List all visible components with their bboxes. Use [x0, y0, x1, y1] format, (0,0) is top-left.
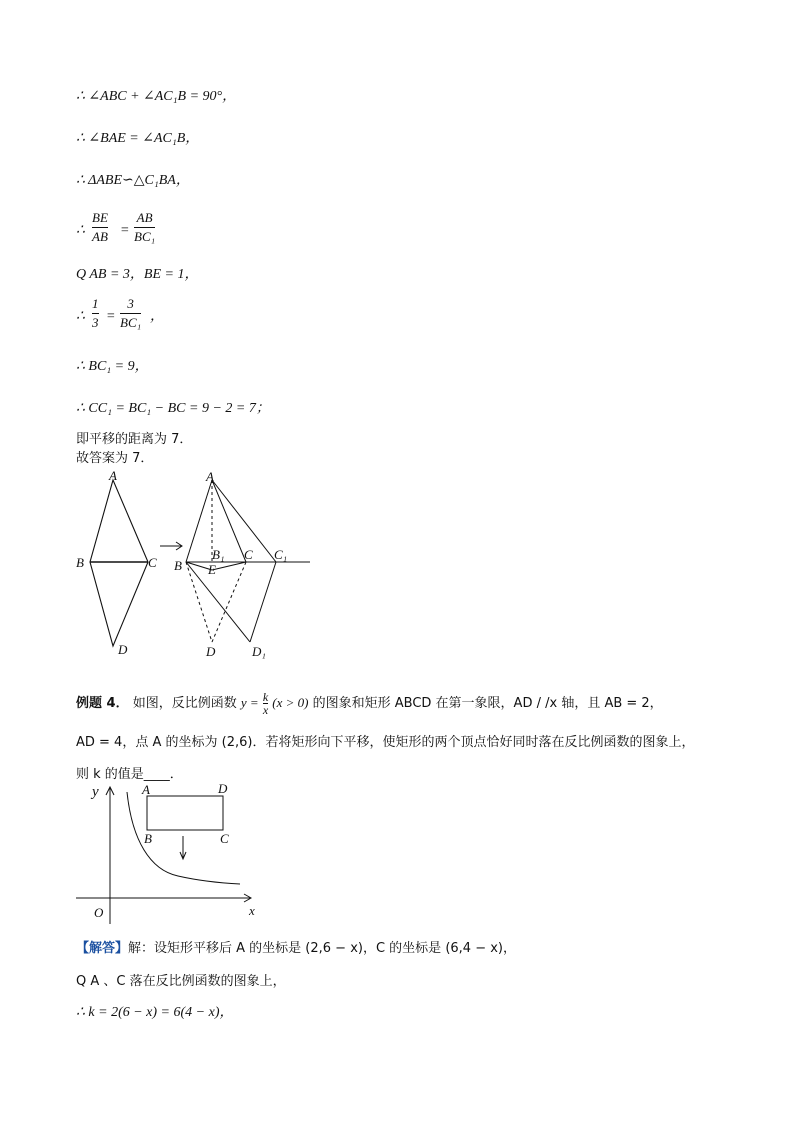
- label-d-left: D: [118, 642, 128, 657]
- label-e-right: E: [208, 562, 216, 577]
- function-fraction: [263, 691, 268, 716]
- label-x: x: [249, 903, 255, 918]
- label-b-right: B: [174, 558, 182, 573]
- fraction-3-bc1: [120, 296, 141, 331]
- function-y: y =: [240, 695, 259, 710]
- fraction-numerator: 1: [92, 296, 99, 311]
- comma: ，: [150, 309, 164, 324]
- conclusion-line-2: 故答案为 7．: [76, 451, 154, 466]
- label-b: B: [144, 831, 152, 846]
- label-a: A: [142, 782, 150, 797]
- fraction-denominator: 3: [92, 315, 99, 330]
- label-a-right: A: [206, 469, 214, 484]
- fraction-ab-bc1: [134, 210, 155, 245]
- function-denominator: x: [262, 703, 269, 717]
- equals-sign: =: [120, 223, 130, 238]
- function-numerator: k: [262, 690, 269, 704]
- example-intro: 如图，反比例函数: [132, 696, 237, 711]
- label-b1-right: B₁: [212, 547, 225, 562]
- segment-a-b: [186, 480, 212, 562]
- fraction-be-ab: [92, 210, 108, 245]
- label-c-left: C: [148, 555, 157, 570]
- function-condition: (x > 0): [272, 695, 309, 710]
- step-line-4-prefix: ∴: [76, 223, 85, 238]
- label-d-right: D: [206, 644, 216, 659]
- solution-tag: 【解答】: [76, 941, 129, 956]
- label-b-left: B: [76, 555, 84, 570]
- fraction-denominator: AB: [92, 229, 108, 244]
- solution-text-1: 解：设矩形平移后 A 的坐标是 (2,6 − x)，C 的坐标是 (6,4 − x)，: [128, 941, 516, 956]
- example-line-2: AD = 4，点 A 的坐标为 (2,6)．若将矩形向下平移，使矩形的两个顶点恰好同时落在反比例函数的图象上，: [76, 735, 695, 750]
- example-intro-cont: 的图象和矩形 ABCD 在第一象限，AD / /x 轴，且 AB = 2，: [312, 696, 663, 711]
- left-rhombus: [90, 480, 148, 646]
- solution-line-3: ∴ k = 2(6 − x) = 6(4 − x)，: [76, 1005, 234, 1020]
- label-o: O: [94, 905, 104, 920]
- fraction-1-3: [92, 296, 99, 331]
- label-d: D: [218, 781, 228, 796]
- hyperbola-rectangle-figure: [70, 780, 270, 925]
- fraction-denominator: BC₁: [134, 229, 156, 244]
- segment-e-c: [212, 562, 246, 570]
- step-line-2: ∴ ∠BAE = ∠AC₁B，: [76, 131, 200, 146]
- example-title: 例题 4．: [76, 696, 129, 711]
- equals-sign: =: [106, 309, 116, 324]
- fraction-numerator: AB: [136, 210, 153, 225]
- step-line-6-prefix: ∴: [76, 309, 85, 324]
- solution-line-2: Q A 、C 落在反比例函数的图象上，: [76, 974, 286, 989]
- fraction-denominator: BC₁: [120, 315, 142, 330]
- step-line-1: ∴ ∠ABC + ∠AC₁B = 90°，: [76, 89, 237, 104]
- step-line-3: ∴ ΔABE∽△C₁BA，: [76, 173, 190, 188]
- conclusion-line-1: 即平移的距离为 7．: [76, 432, 193, 447]
- example-line-3: 则 k 的值是____．: [76, 767, 183, 782]
- example-line-1: [76, 691, 663, 716]
- step-line-8: ∴ CC₁ = BC₁ − BC = 9 − 2 = 7；: [76, 401, 270, 416]
- label-c1-right: C₁: [274, 547, 288, 562]
- rhombus-translation-figure: [60, 466, 330, 666]
- solution-line-1: [76, 940, 516, 958]
- label-y: y: [92, 784, 99, 800]
- label-c: C: [220, 831, 229, 846]
- label-c-right: C: [244, 547, 253, 562]
- fraction-numerator: 3: [127, 296, 134, 311]
- label-a-left: A: [109, 468, 117, 483]
- rectangle-abcd: [147, 796, 223, 830]
- step-line-7: ∴ BC₁ = 9，: [76, 359, 149, 374]
- step-line-5: Q AB = 3，BE = 1，: [76, 267, 199, 282]
- fraction-numerator: BE: [92, 210, 108, 225]
- label-d1-right: D₁: [252, 644, 266, 659]
- segment-c1-d1: [250, 562, 276, 642]
